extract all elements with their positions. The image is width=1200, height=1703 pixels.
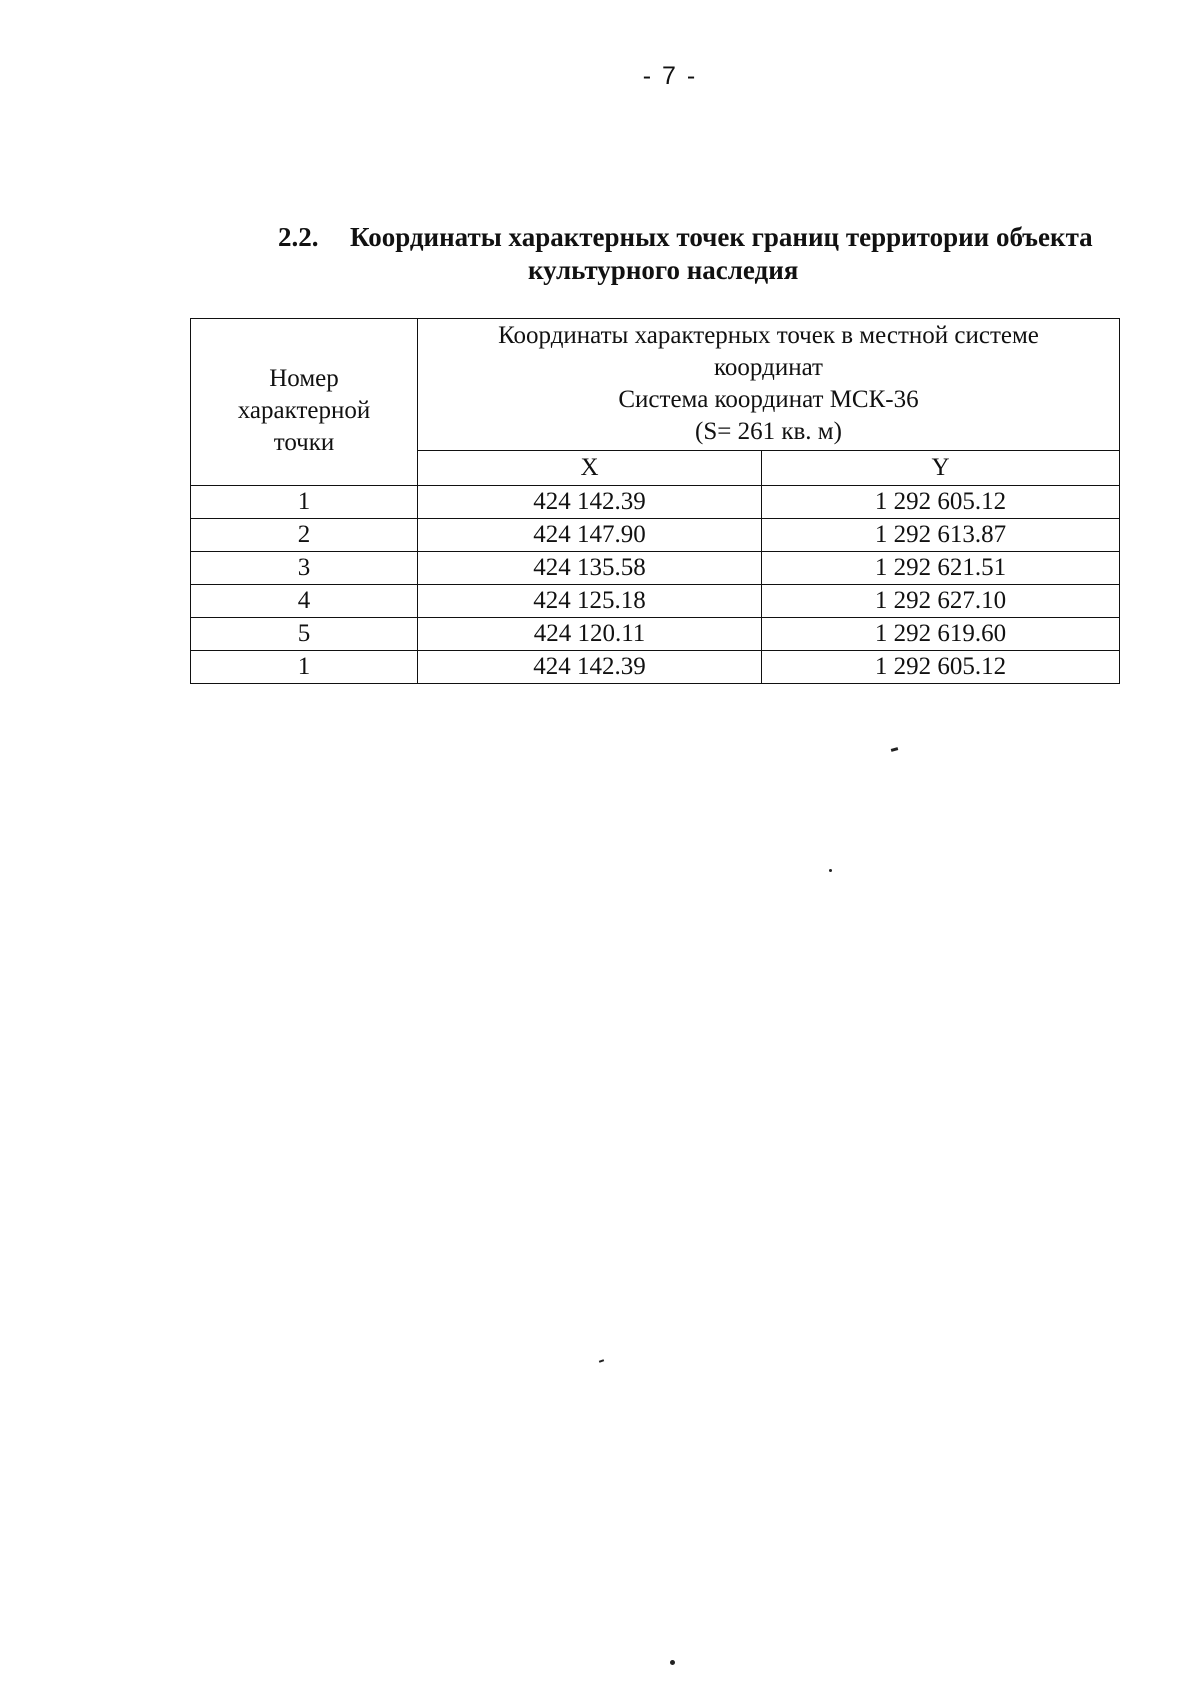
y-coordinate-cell: 1 292 621.51 [762,552,1120,585]
x-coordinate-cell: 424 135.58 [418,552,762,585]
column-x-header: X [418,451,762,486]
x-coordinate-cell: 424 147.90 [418,519,762,552]
x-coordinate-cell: 424 142.39 [418,651,762,684]
section-title-line1: Координаты характерных точек границ территории объекта [350,222,1093,252]
section-title-line2: культурного наследия [528,255,799,285]
scan-speck [891,747,899,752]
table-row [191,651,1120,684]
coord-header-line: Система координат МСК-36 [618,386,919,413]
point-number-cell: 2 [191,519,418,552]
coord-header-line: (S= 261 кв. м) [695,418,842,445]
y-coordinate-cell: 1 292 613.87 [762,519,1120,552]
coordinates-group-header [418,319,1120,451]
y-coordinate-cell: 1 292 605.12 [762,486,1120,519]
point-header-line: характерной [237,397,371,424]
table-header-row [191,319,1120,451]
scan-speck [599,1359,604,1363]
point-number-cell: 5 [191,618,418,651]
column-y-header: Y [762,451,1120,486]
point-header-line: точки [273,429,335,456]
point-number-cell: 1 [191,651,418,684]
x-coordinate-cell: 424 142.39 [418,486,762,519]
point-number-cell: 3 [191,552,418,585]
coord-header-line: координат [714,354,823,381]
section-number: 2.2. [278,222,319,252]
x-coordinate-cell: 424 120.11 [418,618,762,651]
table-row [191,552,1120,585]
y-coordinate-cell: 1 292 619.60 [762,618,1120,651]
scan-speck [670,1660,675,1665]
point-number-cell: 1 [191,486,418,519]
y-coordinate-cell: 1 292 627.10 [762,585,1120,618]
scan-speck [829,869,832,872]
table-row [191,486,1120,519]
table-body [191,486,1120,684]
point-number-header [191,319,418,486]
point-header-line: Номер [269,365,339,392]
coordinates-table [190,318,1120,684]
section-heading [278,221,1138,287]
table-row [191,585,1120,618]
table-row [191,519,1120,552]
page-number: - 7 - [642,62,698,90]
x-coordinate-cell: 424 125.18 [418,585,762,618]
table-row [191,618,1120,651]
coord-header-line: Координаты характерных точек в местной системе [498,322,1039,349]
point-number-cell: 4 [191,585,418,618]
y-coordinate-cell: 1 292 605.12 [762,651,1120,684]
